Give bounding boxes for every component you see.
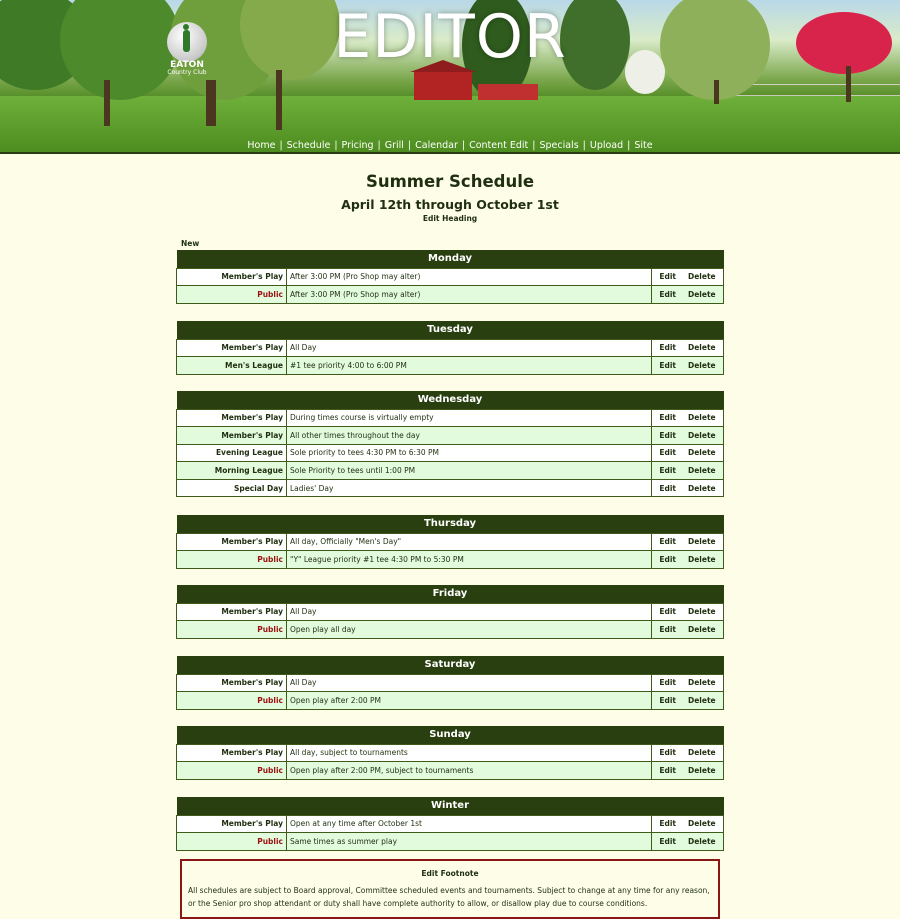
edit-button[interactable]: Edit <box>659 448 676 458</box>
day-table-thursday <box>176 515 724 569</box>
table-row <box>177 533 724 551</box>
delete-button[interactable]: Delete <box>688 819 716 829</box>
day-heading: Saturday <box>177 656 724 674</box>
row-actions <box>652 551 724 569</box>
day-heading: Tuesday <box>177 321 724 339</box>
row-actions <box>652 286 724 304</box>
page-title: Summer Schedule <box>365 172 535 191</box>
nav-separator: | <box>334 140 338 151</box>
day-table-sunday <box>176 726 724 780</box>
row-label: Member's Play <box>177 409 287 427</box>
row-actions <box>652 815 724 833</box>
day-heading: Sunday <box>177 726 724 744</box>
nav-calendar[interactable]: Calendar <box>415 140 458 151</box>
page-header-title: EDITOR <box>333 2 567 72</box>
row-label: Public <box>177 551 287 569</box>
nav-grill[interactable]: Grill <box>384 140 404 151</box>
table-row <box>177 444 724 462</box>
edit-footnote-link[interactable]: Edit Footnote <box>421 869 479 878</box>
edit-button[interactable]: Edit <box>659 607 676 617</box>
banner-trunk <box>276 70 282 130</box>
edit-button[interactable]: Edit <box>659 695 676 705</box>
row-actions <box>652 462 724 480</box>
delete-button[interactable]: Delete <box>688 748 716 758</box>
table-row <box>177 674 724 692</box>
table-row <box>177 286 724 304</box>
delete-button[interactable]: Delete <box>688 272 716 282</box>
edit-button[interactable]: Edit <box>659 836 676 846</box>
footnote-box <box>180 859 720 919</box>
table-row <box>177 551 724 569</box>
delete-button[interactable]: Delete <box>688 466 716 476</box>
delete-button[interactable]: Delete <box>688 678 716 688</box>
edit-button[interactable]: Edit <box>659 554 676 564</box>
edit-button[interactable]: Edit <box>659 413 676 423</box>
day-table-wednesday <box>176 391 724 497</box>
footnote-text: All schedules are subject to Board approval, Committee scheduled events and tournaments. Subject to change at any time for any reason, or the Senior pro shop attendant or duty shall have complete authority to allow, or disallow play due to course conditions. <box>188 886 710 908</box>
row-description: All day, Officially "Men's Day" <box>287 533 652 551</box>
table-row <box>177 692 724 710</box>
row-description: Same times as summer play <box>287 833 652 851</box>
row-description: All Day <box>287 339 652 357</box>
row-description: Sole priority to tees 4:30 PM to 6:30 PM <box>287 444 652 462</box>
day-heading: Thursday <box>177 515 724 533</box>
row-actions <box>652 357 724 375</box>
delete-button[interactable]: Delete <box>688 607 716 617</box>
row-description: After 3:00 PM (Pro Shop may alter) <box>287 286 652 304</box>
row-description: All Day <box>287 674 652 692</box>
row-description: Ladies' Day <box>287 479 652 497</box>
row-description: Open at any time after October 1st <box>287 815 652 833</box>
row-label: Member's Play <box>177 744 287 762</box>
nav-separator: | <box>407 140 412 151</box>
delete-button[interactable]: Delete <box>688 765 716 775</box>
row-actions <box>652 427 724 445</box>
delete-button[interactable]: Delete <box>688 430 716 440</box>
delete-button[interactable]: Delete <box>688 695 716 705</box>
table-row <box>177 815 724 833</box>
edit-button[interactable]: Edit <box>659 466 676 476</box>
row-label: Evening League <box>177 444 287 462</box>
row-description: After 3:00 PM (Pro Shop may alter) <box>287 268 652 286</box>
logo-subtitle: Country Club <box>167 69 207 76</box>
row-label: Public <box>177 762 287 780</box>
row-label: Member's Play <box>177 268 287 286</box>
nav-separator: | <box>582 140 586 151</box>
row-actions <box>652 744 724 762</box>
row-label: Member's Play <box>177 674 287 692</box>
logo-name: EATON <box>170 60 204 70</box>
nav-separator: | <box>279 140 283 151</box>
table-row <box>177 339 724 357</box>
row-label: Public <box>177 692 287 710</box>
banner-barn <box>414 72 472 100</box>
row-actions <box>652 692 724 710</box>
nav-pricing[interactable]: Pricing <box>341 140 374 151</box>
row-description: Open play after 2:00 PM, subject to tournaments <box>287 762 652 780</box>
day-table-tuesday <box>176 321 724 375</box>
row-actions <box>652 268 724 286</box>
table-row <box>177 833 724 851</box>
edit-button[interactable]: Edit <box>659 765 676 775</box>
day-heading: Wednesday <box>177 391 724 409</box>
row-actions <box>652 833 724 851</box>
row-actions <box>652 409 724 427</box>
main-nav <box>0 140 900 151</box>
banner-trunk <box>104 80 110 126</box>
table-row <box>177 621 724 639</box>
banner-shed <box>478 84 538 100</box>
row-actions <box>652 533 724 551</box>
row-label: Special Day <box>177 479 287 497</box>
nav-separator: | <box>627 140 631 151</box>
row-actions <box>652 762 724 780</box>
day-table-winter <box>176 797 724 851</box>
nav-content-edit[interactable]: Content Edit <box>469 140 529 151</box>
delete-button[interactable]: Delete <box>688 448 716 458</box>
nav-separator: | <box>461 140 466 151</box>
row-description: During times course is virtually empty <box>287 409 652 427</box>
table-row <box>177 462 724 480</box>
delete-button[interactable]: Delete <box>688 343 716 353</box>
new-entry-link[interactable]: New <box>181 239 200 248</box>
nav-site[interactable]: Site <box>634 140 653 151</box>
table-row <box>177 357 724 375</box>
row-actions <box>652 479 724 497</box>
table-row <box>177 409 724 427</box>
row-label: Member's Play <box>177 427 287 445</box>
row-label: Public <box>177 286 287 304</box>
edit-button[interactable]: Edit <box>659 678 676 688</box>
day-table-saturday <box>176 656 724 710</box>
row-label: Member's Play <box>177 339 287 357</box>
row-description: All other times throughout the day <box>287 427 652 445</box>
nav-upload[interactable]: Upload <box>589 140 624 151</box>
table-row <box>177 479 724 497</box>
delete-button[interactable]: Delete <box>688 624 716 634</box>
delete-button[interactable]: Delete <box>688 554 716 564</box>
row-actions <box>652 339 724 357</box>
delete-button[interactable]: Delete <box>688 360 716 370</box>
delete-button[interactable]: Delete <box>688 413 716 423</box>
day-heading: Winter <box>177 797 724 815</box>
row-label: Men's League <box>177 357 287 375</box>
table-row <box>177 268 724 286</box>
delete-button[interactable]: Delete <box>688 836 716 846</box>
edit-button[interactable]: Edit <box>659 483 676 493</box>
main-content <box>0 172 900 223</box>
row-description: Open play all day <box>287 621 652 639</box>
banner-trunk <box>714 80 719 104</box>
nav-home[interactable]: Home <box>247 140 276 151</box>
table-row <box>177 603 724 621</box>
club-logo-icon[interactable] <box>167 22 207 62</box>
edit-button[interactable]: Edit <box>659 360 676 370</box>
edit-button[interactable]: Edit <box>659 537 676 547</box>
row-description: Open play after 2:00 PM <box>287 692 652 710</box>
delete-button[interactable]: Delete <box>688 483 716 493</box>
page-subtitle: April 12th through October 1st <box>341 197 559 212</box>
row-actions <box>652 621 724 639</box>
table-row <box>177 744 724 762</box>
edit-heading-link[interactable]: Edit Heading <box>422 214 478 223</box>
edit-button[interactable]: Edit <box>659 748 676 758</box>
day-table-monday <box>176 250 724 304</box>
edit-button[interactable]: Edit <box>659 624 676 634</box>
row-label: Morning League <box>177 462 287 480</box>
day-table-friday <box>176 585 724 639</box>
edit-button[interactable]: Edit <box>659 272 676 282</box>
row-description: "Y" League priority #1 tee 4:30 PM to 5:30 PM <box>287 551 652 569</box>
delete-button[interactable]: Delete <box>688 537 716 547</box>
table-row <box>177 762 724 780</box>
day-heading: Friday <box>177 585 724 603</box>
edit-button[interactable]: Edit <box>659 819 676 829</box>
nav-separator: | <box>377 140 381 151</box>
day-heading: Monday <box>177 250 724 268</box>
row-label: Member's Play <box>177 603 287 621</box>
header-banner <box>0 0 900 154</box>
row-description: #1 tee priority 4:00 to 6:00 PM <box>287 357 652 375</box>
row-label: Public <box>177 833 287 851</box>
nav-separator: | <box>532 140 536 151</box>
edit-button[interactable]: Edit <box>659 430 676 440</box>
row-actions <box>652 674 724 692</box>
delete-button[interactable]: Delete <box>688 289 716 299</box>
row-actions <box>652 444 724 462</box>
table-row <box>177 427 724 445</box>
row-label: Member's Play <box>177 815 287 833</box>
row-description: Sole Priority to tees until 1:00 PM <box>287 462 652 480</box>
row-description: All Day <box>287 603 652 621</box>
nav-schedule[interactable]: Schedule <box>286 140 331 151</box>
row-label: Member's Play <box>177 533 287 551</box>
edit-button[interactable]: Edit <box>659 289 676 299</box>
nav-specials[interactable]: Specials <box>539 140 579 151</box>
edit-button[interactable]: Edit <box>659 343 676 353</box>
row-actions <box>652 603 724 621</box>
row-description: All day, subject to tournaments <box>287 744 652 762</box>
row-label: Public <box>177 621 287 639</box>
banner-trunk <box>206 80 216 126</box>
